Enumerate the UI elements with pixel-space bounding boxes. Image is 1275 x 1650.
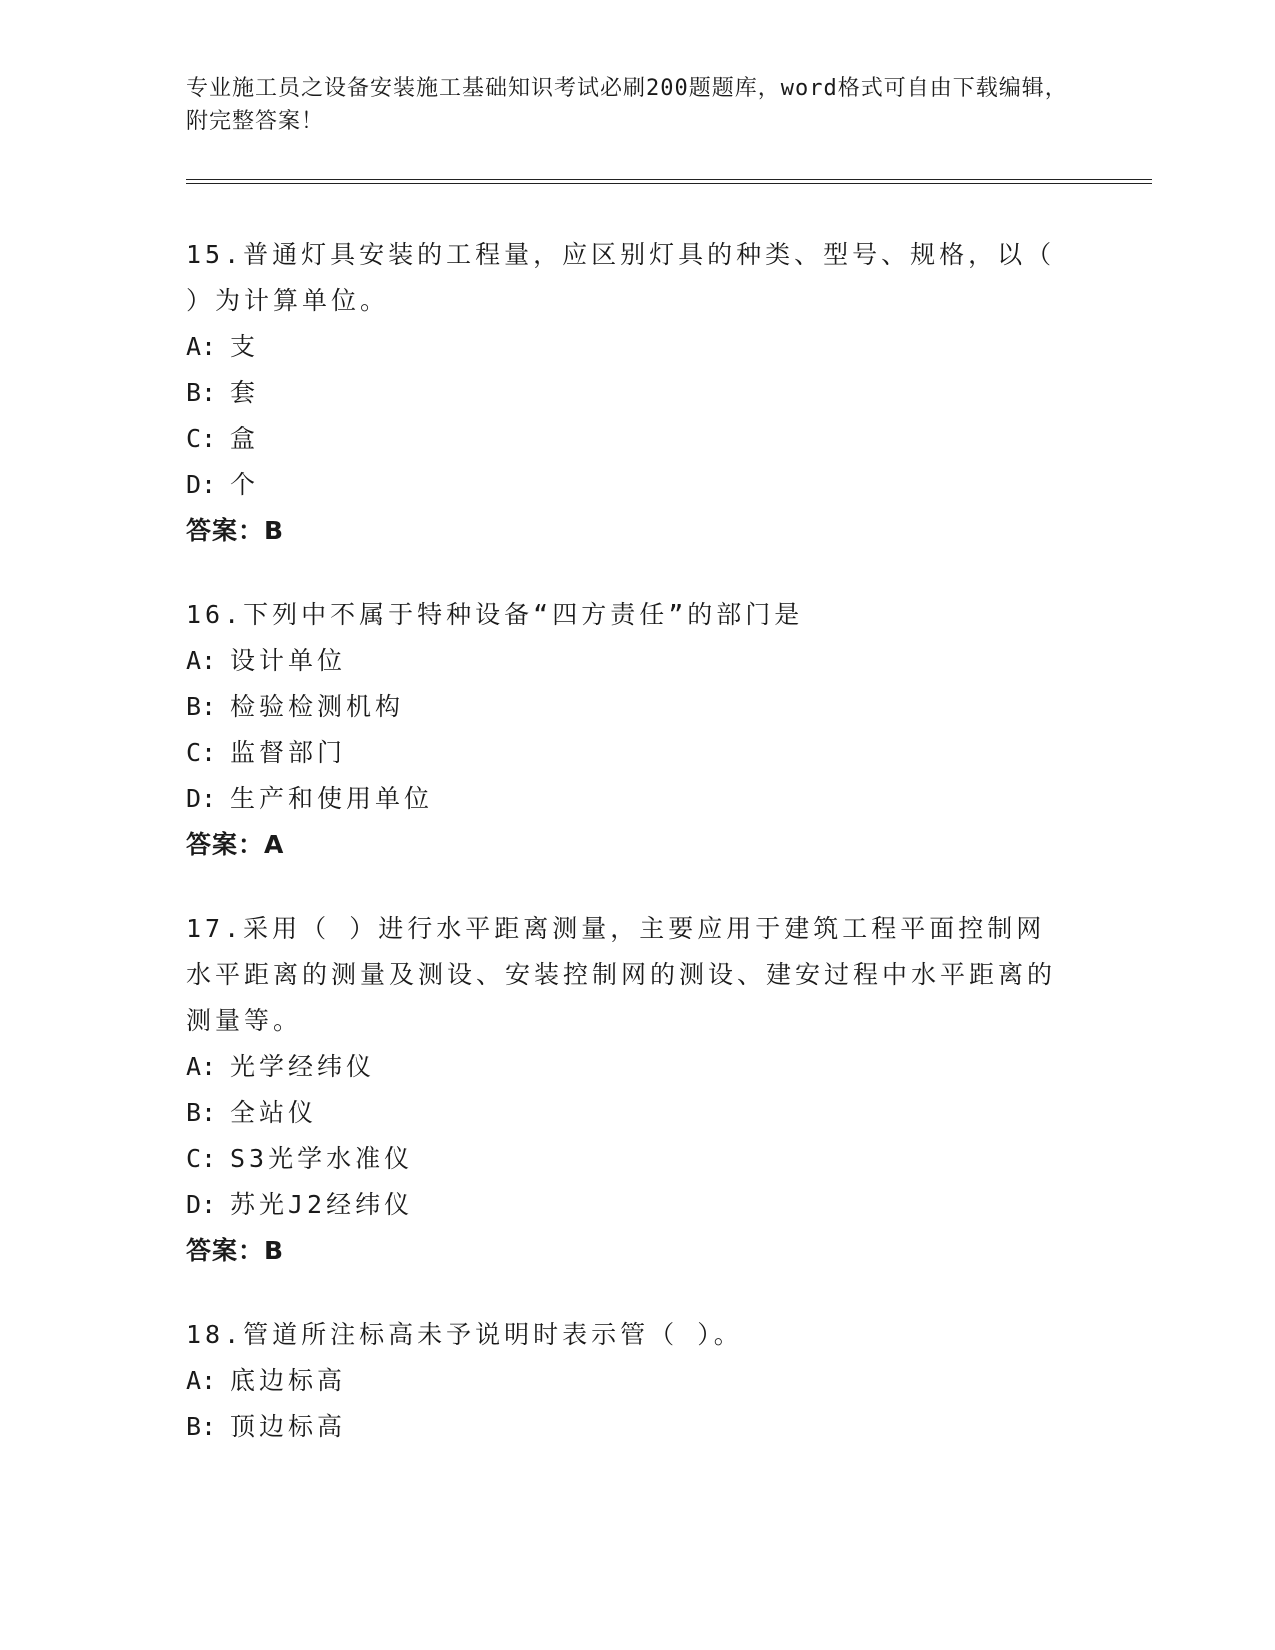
answer-label: 答案：B: [186, 1236, 285, 1265]
option-d: [186, 776, 1066, 822]
option-letter: D:: [186, 1190, 217, 1219]
option-b: [186, 370, 1066, 416]
option-d: [186, 462, 1066, 508]
option-text: 光学经纬仪: [230, 1052, 376, 1081]
question-text: 15.普通灯具安装的工程量，应区别灯具的种类、型号、规格，以（ ）为计算单位。: [186, 240, 1056, 315]
header-divider-top: [186, 179, 1152, 180]
option-letter: D:: [186, 784, 217, 813]
option-text: 支: [230, 332, 260, 361]
question-list: [186, 232, 1066, 1488]
option-text: S3光学水准仪: [230, 1144, 414, 1173]
question-16: [186, 592, 1066, 868]
option-b: [186, 1090, 1066, 1136]
answer-label: 答案：B: [186, 516, 285, 545]
option-letter: A:: [186, 646, 217, 675]
option-letter: C:: [186, 424, 217, 453]
option-c: [186, 1136, 1066, 1182]
option-text: 检验检测机构: [230, 692, 405, 721]
header-divider-bottom: [186, 183, 1152, 184]
option-letter: B:: [186, 1098, 217, 1127]
option-a: [186, 638, 1066, 684]
option-letter: B:: [186, 692, 217, 721]
option-text: 盒: [230, 424, 260, 453]
document-header: 专业施工员之设备安装施工基础知识考试必刷200题题库，word格式可自由下载编辑，附完整答案！: [186, 76, 1068, 134]
option-text: 全站仪: [230, 1098, 318, 1127]
option-c: [186, 416, 1066, 462]
option-b: [186, 1404, 1066, 1450]
question-text: 18.管道所注标高未予说明时表示管（ ）。: [186, 1320, 743, 1349]
option-text: 设计单位: [230, 646, 347, 675]
option-d: [186, 1182, 1066, 1228]
option-a: [186, 1044, 1066, 1090]
option-a: [186, 324, 1066, 370]
option-text: 苏光J2经纬仪: [230, 1190, 414, 1219]
option-a: [186, 1358, 1066, 1404]
answer-label: 答案：A: [186, 830, 285, 859]
option-text: 生产和使用单位: [230, 784, 434, 813]
option-letter: B:: [186, 378, 217, 407]
question-15: [186, 232, 1066, 554]
question-text: 16.下列中不属于特种设备“四方责任”的部门是: [186, 600, 804, 629]
option-letter: C:: [186, 1144, 217, 1173]
option-text: 个: [230, 470, 260, 499]
option-letter: B:: [186, 1412, 217, 1441]
option-c: [186, 730, 1066, 776]
option-text: 顶边标高: [230, 1412, 347, 1441]
option-text: 底边标高: [230, 1366, 347, 1395]
option-letter: A:: [186, 1366, 217, 1395]
option-text: 监督部门: [230, 738, 347, 767]
option-letter: D:: [186, 470, 217, 499]
option-letter: A:: [186, 1052, 217, 1081]
question-17: [186, 906, 1066, 1274]
question-text: 17.采用（ ）进行水平距离测量，主要应用于建筑工程平面控制网水平距离的测量及测设、安装控制网的测设、建安过程中水平距离的测量等。: [186, 914, 1057, 1035]
option-b: [186, 684, 1066, 730]
question-18: [186, 1312, 1066, 1450]
option-letter: C:: [186, 738, 217, 767]
option-text: 套: [230, 378, 260, 407]
option-letter: A:: [186, 332, 217, 361]
